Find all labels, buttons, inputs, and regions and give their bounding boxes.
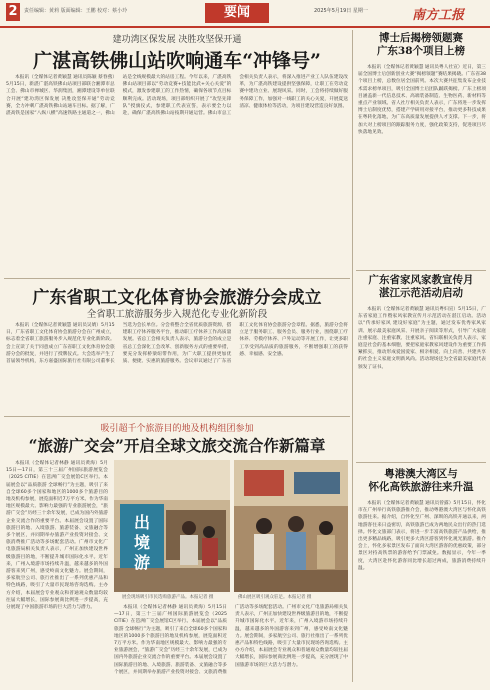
sidebar2-title: 广东省家风家教宣传月 湛江示范活动启动	[368, 274, 474, 299]
photo-caption-left: 展会现场吸引市民选购旅游产品。本报记者 摄	[122, 595, 214, 600]
article2-body: 本报讯（全媒体记者黄颖慧 通讯员吴婧）5月15日，广东省职工文化体育协会旅游分会在广州成立，标志着全省职工旅游服务步入规范化专业化新阶段。会上宣读了关于同意成立广东省职工文化体育协会旅游分会的批复，并进行了授牌仪式。大会选举产生了首届领导机构，东方嘉盛国际旅行社有限公司董事长当选为会长单位。分会将整合全省优质旅游资源，搭建职工疗休养服务平台，推动职工疗休养工作高质量发展。省总工会相关负责人表示，旅游分会的成立是省总工会深化工会改革、创新服务方式的重要举措，要充分发挥桥梁纽带作用，为广大职工提供更加优质、便捷、实惠的旅游服务。会议审议通过了广东省职工文化体育协会旅游分会章程。据悉，旅游分会将立足于服务职工、服务会员、服务行业，围绕职工疗休养、劳模疗休养、户外运动等开展工作，让更多职工享受到高品质的旅游服务，不断增强职工的获得感、幸福感、安全感。	[6, 323, 348, 365]
article3-body-continued: 本报讯（全媒体记者林静 通讯员黄海）5月15日—17日，第三十三届广州国际旅游展览会（2025 CITIE）在琶洲广交会展馆C区举行。本届展会以“品质旅游 全球畅行”为主题，吸引了来自全球60多个国家和地区的1000多个旅游目的地及机构参展，展览面积近7万平方米。作为华南地区规模最大、影响力最强的专业旅游展会，“旅游广交会”历经三十余年发展，已成为国内外旅游企业交流合作的重要平台。本届展会设置了国际旅游目的地、入境旅游、旅游装备、文旅融合等多个展区，并同期举办旅游产业投资对接会、文旅消费推广活动等多场配套活动。广州市文化广电旅游局相关负责人表示，广州正加快建设世界级旅游目的地，不断提升城市国际化水平。近年来，广州入境游市场持续升温，越来越多的外国游客来到广州，感受岭南文化魅力。展会期间，多家航空公司、旅行社推出了一系列优惠产品和特色线路，吸引了大量市民现场咨询选购。主办方介绍，本届展会专业观众和普通观众数量均较往届大幅增长，国际参展商比例进一步提高，充分展现了中国旅游市场的巨大活力与潜力。	[114, 605, 348, 675]
article3-kicker: 吸引超千个旅游目的地及机构组团参加	[100, 424, 254, 434]
sign-char-1: 出	[133, 513, 151, 532]
article2-headline: 广东省职工文化体育协会旅游分会成立	[32, 288, 322, 308]
masthead	[0, 0, 490, 28]
article3-body: 本报讯（全媒体记者林静 通讯员黄海）5月15日—17日，第三十三届广州国际旅游展览会（2025 CITIE）在琶洲广交会展馆C区举行。本届展会以“品质旅游 全球畅行”为主题，吸引了来自全球60多个国家和地区的1000多个旅游目的地及机构参展，展览面积近7万平方米。作为华南地区规模最大、影响力最强的专业旅游展会，“旅游广交会”历经三十余年发展，已成为国内外旅游企业交流合作的重要平台。本届展会设置了国际旅游目的地、入境旅游、旅游装备、文旅融合等多个展区，并同期举办旅游产业投资对接会、文旅消费推广活动等多场配套活动。广州市文化广电旅游局相关负责人表示，广州正加快建设世界级旅游目的地，不断提升城市国际化水平。近年来，广州入境游市场持续升温，越来越多的外国游客来到广州，感受岭南文化魅力。展会期间，多家航空公司、旅行社推出了一系列优惠产品和特色线路，吸引了大量市民现场咨询选购。主办方介绍，本届展会专业观众和普通观众数量均较往届大幅增长，国际参展商比例进一步提高，充分展现了中国旅游市场的巨大活力与潜力。	[6, 461, 108, 611]
issue-date: 2025年5月19日 星期一	[314, 8, 368, 14]
sign-char-2: 境	[133, 533, 151, 552]
sign-char-3: 游	[133, 553, 151, 572]
article1-headline-main: 湛高铁佛山站吹响通车“冲锋号”	[52, 50, 321, 72]
divider	[356, 462, 486, 463]
page-number: 2	[6, 3, 20, 21]
photo-caption-right: 佛山展区吸引观众驻足。本报记者 摄	[238, 595, 312, 600]
newspaper-logo: 南方工报	[412, 8, 465, 23]
article3-headline: “旅游广交会”开启全球文旅交流合作新篇章	[28, 436, 326, 455]
sidebar3-title: 粤港澳大湾区与 怀化高铁旅游往来升温	[368, 468, 474, 493]
sidebar1-title: 博士后揭榜领题赛 广东38个项目上榜	[376, 32, 466, 57]
sidebar1-body: 本报讯（全媒体记者黄颖慧 通讯员粤人社宣）近日，第三届全国博士后创新创业大赛“揭榜领题”赛结果揭晓。广东省38个项目上榜，总数位居全国前列。本次大赛共征集发布企业技术需求榜单项目，吸引全国博士后团队踊跃揭榜。广东上榜项目涵盖新一代信息技术、高端装备制造、生物医药、新材料等重点产业领域。省人社厅相关负责人表示，广东将进一步发挥博士后制度优势，搭建产学研用对接平台，推动更多科技成果在粤转化落地，为广东高质量发展提供人才支撑。下一步，将加大对上榜项目的跟踪服务力度，强化政策支持，促进项目尽快落地见效。	[358, 65, 486, 135]
divider	[4, 416, 350, 417]
article1-body: 本报讯（全媒体记者黄颖慧 通讯员陈颖 蔡春燕）5月15日，新湛广湛高铁佛山站项目部联合湘潭市总工会、佛山市禅城区、华润集团，湘潭建设等单位联合开展“建功湾区保发展 决胜攻坚保开通”劳动竞赛，全力冲刺广湛高铁佛山站通车目标。据了解，广湛高铁是国家“八纵八横”高速铁路主通道之一，佛山站是全线规模最大的站房工程。今年以来，广湛高铁佛山站项目部以“劳动竞赛+技能比武+关心关爱”的模式，激发参建职工的工作热情，确保各项节点目标顺利完成。活动现场，项目部组织开展了“攻坚先锋队”授旗仪式，参建职工代表宣誓，表示要全力以赴，确保广湛高铁佛山站按期开通运营。佛山市总工会相关负责人表示，将深入推进产业工人队伍建设改革，为广湛高铁建设提供坚强保障，让职工在劳动竞赛中建功立业、展现风采。同时，工会将持续做好服务保障工作，加强对一线职工的关心关爱，开展夏送清凉、健康体检等活动，为项目建设营造良好氛围。	[6, 75, 348, 117]
article1-headline	[4, 46, 350, 73]
sidebar2-body: 本报讯（全媒体记者黄颖慧 通讯员粤妇宣）5月15日，广东省家庭工作暨家风家教宣传月示范活动在湛江启动。活动以“传承好家风 建设好家庭”为主题，通过发布优秀家风家训、展示最美家庭风采、开展亲子阅读等形式，引导广大家庭注重家庭、注重家教、注重家风。省妇联相关负责人表示，家庭是社会的基本细胞，要把家庭家教家风建设作为重要工作抓紧抓实，推动形成爱国爱家、相亲相爱、向上向善、共建共享的社会主义家庭文明新风尚。活动现场还为全省最美家庭代表颁发了证书。	[358, 307, 486, 370]
section-label: 要闻	[205, 3, 269, 23]
expo-photo-right	[234, 460, 348, 592]
sidebar3-body: 本报讯（全媒体记者黄颖慧 通讯员曾露）5月15日，怀化市在广州举行高铁旅游推介会，推动粤港澳大湾区与怀化高铁旅游往来。据介绍，自怀化至广州、深圳的高铁开通以来，两地游客往来日益密切，高铁旅游已成为两地民众出行的热门选择。怀化文旅部门表示，将进一步丰富高铁旅游产品供给，推出更多精品线路，吸引更多大湾区游客到怀化观光旅游。推介会上，怀化多家景区发布了面向大湾区游客的优惠政策，部分景区对持高铁票的游客给予门票减免。数据显示，今年一季度，大湾区赴怀化游客同比增长超过两成，旅游消费持续升温。	[358, 501, 486, 571]
divider	[356, 270, 486, 271]
column-divider	[352, 30, 353, 682]
expo-photo-left	[114, 460, 230, 592]
article2-subhead: 全省职工旅游服务步入规范化专业化新阶段	[86, 309, 268, 320]
article1-headline-prefix: 广	[33, 50, 53, 72]
editor-credits: 责任编辑：黄莉 版面编辑：王鹏 校对：蔡小玲	[24, 8, 128, 14]
article1-kicker: 建功湾区保发展 决胜攻坚保开通	[112, 35, 242, 45]
divider	[4, 278, 350, 279]
